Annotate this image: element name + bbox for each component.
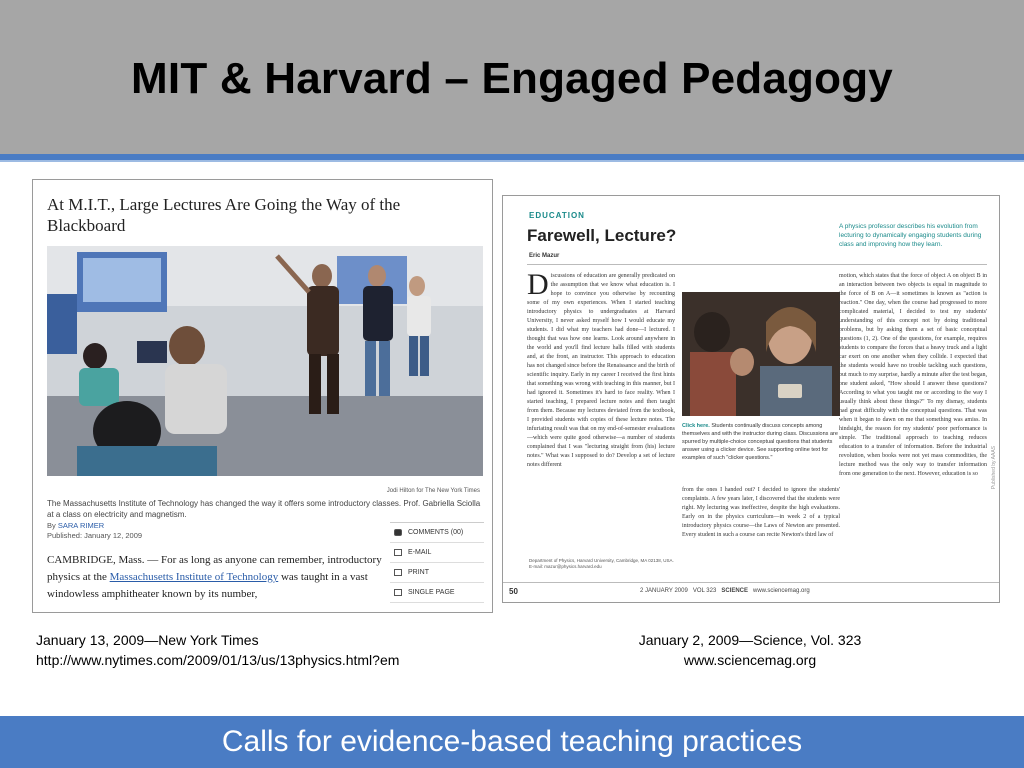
science-column-3: motion, which states that the force of object A on object B in an interaction between two objects is equal in magnitude to the force of B on A—it sometimes is known as "action is reaction." One day, when the course had progressed to more complicated material, I decided to test my students' understanding of this concept not by doing traditional problems, but by asking them a set of basic conceptual questions (1, 2). One of the questions, for example, requires students to compare the forces that a heavy truck and a light car exert on one another when they collide. I expected that the students would have no trouble tackling such questions, but much to my surprise, hardly a minute after the test began, one student asked, "How should I answer these questions? According to what you taught me or according to the way I usually think about these things?" To my dismay, students had great difficulty with the conceptual questions. That was when it began to dawn on me that something was amiss. In hindsight, the reason for my students' poor performance is simple. The traditional approach to teaching reduces education to a transfer of information. Before the industrial revolution, when books were not yet mass commodities, the lecture method was the only way to transfer information from one generation to the next. However, education is so <box>839 273 987 477</box>
single-page-label: SINGLE PAGE <box>408 589 455 596</box>
science-side-note: Published by AAAS <box>991 446 997 490</box>
comments-tool[interactable] <box>390 523 484 543</box>
nyt-source-date: January 13, 2009—New York Times <box>36 632 259 648</box>
title-bar <box>0 0 1024 154</box>
nyt-body-text <box>47 552 387 603</box>
nyt-article-tools <box>390 522 484 603</box>
nyt-photo-credit: Jodi Hilton for The New York Times <box>386 488 480 494</box>
nyt-published-date: Published: January 12, 2009 <box>47 531 143 540</box>
byline-prefix: By <box>47 521 56 530</box>
science-photo-caption <box>682 422 840 462</box>
science-source-date: January 2, 2009—Science, Vol. 323 <box>638 632 862 648</box>
nyt-headline: At M.I.T., Large Lectures Are Going the Way of the Blackboard <box>47 195 401 235</box>
comment-icon <box>394 529 402 536</box>
science-column-1 <box>527 272 675 554</box>
footer-date: 2 JANUARY 2009 <box>640 588 688 594</box>
science-page-number: 50 <box>509 587 518 596</box>
nyt-body-part2: was taught in a vast windowless amphitheater known by its number, <box>47 571 368 600</box>
email-icon <box>394 549 402 556</box>
science-dropcap: D <box>527 272 549 301</box>
science-footer-rule <box>503 582 1000 583</box>
science-author: Eric Mazur <box>529 253 560 259</box>
science-footer <box>640 588 810 594</box>
caption-text: Students continually discuss concepts among themselves and with the instructor during class. Discussions are spurred by multiple-choice conceptual questions that students answer using a clicker device. See supporting online text for examples of such "clicker questions." <box>682 423 838 461</box>
caption-lead: Click here. <box>682 423 710 429</box>
mit-link[interactable]: Massachusetts Institute of Technology <box>109 571 279 583</box>
nyt-body-part1: CAMBRIDGE, Mass. — For as long as anyone can remember, introductory physics at the <box>47 554 382 583</box>
nyt-source-caption <box>36 630 399 670</box>
science-deck: A physics professor describes his evolution from lecturing to dynamically engaging students during class and improving how they learn. <box>839 223 982 248</box>
science-footnote: Department of Physics, Harvard University, Cambridge, MA 02138, USA. E-mail: mazur@physics.harvard.edu <box>529 558 674 569</box>
footer-volume: VOL 323 <box>692 588 717 594</box>
science-students-photo <box>682 292 840 416</box>
students-photo-illustration <box>682 292 840 416</box>
nyt-classroom-photo <box>47 246 483 476</box>
single-page-tool[interactable] <box>390 583 484 603</box>
science-title: Farewell, Lecture? <box>527 226 677 245</box>
bottom-banner <box>0 716 1024 768</box>
science-article-image <box>502 195 1000 603</box>
science-source-url[interactable]: www.sciencemag.org <box>683 652 817 668</box>
banner-text: Calls for evidence-based teaching practices <box>221 725 803 758</box>
single-page-icon <box>394 589 402 596</box>
title-divider-light <box>0 160 1024 162</box>
slide-title: MIT & Harvard – Engaged Pedagogy <box>131 54 893 103</box>
nyt-photo-caption: The Massachusetts Institute of Technology has changed the way it offers some introductory classes. Prof. Gabriella Sciolla at a class on electricity and magnetism. <box>47 499 481 519</box>
nyt-byline <box>47 521 104 530</box>
classroom-photo-illustration <box>47 246 483 476</box>
science-rule <box>527 264 987 265</box>
email-label: E-MAIL <box>408 549 432 556</box>
nyt-article-image <box>32 179 493 613</box>
comments-label: COMMENTS (00) <box>408 529 464 536</box>
science-source-caption <box>590 630 910 670</box>
footer-url: www.sciencemag.org <box>753 588 810 594</box>
print-tool[interactable] <box>390 563 484 583</box>
science-column-1-text: iscussions of education are generally predicated on the assumption that we know what education is. I hope to convince you otherwise by recounting some of my own experiences. When I started teaching introductory physics to undergraduates at Harvard University, I never asked myself how I would educate my students. I did what my teachers had done—I lectured. I thought that was how one learns. Look around anywhere in the world and you'll find lecture halls filled with students and, at the front, an instructor. This approach to education has not changed since before the Renaissance and the birth of scientific inquiry. Early in my career I received the first hints that something was wrong with teaching in this manner, but I had ignored it. Sometimes it's hard to face reality. When I started teaching, I prepared lecture notes and then taught from them. Because my lectures deviated from the textbook, I provided students with copies of these lecture notes. The infuriating result was that on my end-of-semester evaluations—which were quite good otherwise—a number of students complained that I was "lecturing straight from (his) lecture notes." What was I supposed to do? Develop a set of lecture notes different <box>527 273 675 468</box>
footer-journal: SCIENCE <box>721 588 748 594</box>
email-tool[interactable] <box>390 543 484 563</box>
print-label: PRINT <box>408 569 429 576</box>
science-section-label: EDUCATION <box>529 211 585 220</box>
nyt-source-url[interactable]: http://www.nytimes.com/2009/01/13/us/13physics.html?em <box>36 652 400 668</box>
print-icon <box>394 569 402 576</box>
science-column-2: from the ones I handed out? I decided to ignore the students' complaints. A few years later, I discovered that the students were right. My lecturing was ineffective, despite the high evaluations. Early on in the physics curriculum—in week 2 of a typical introductory physics course—the Laws of Newton are presented. Every student in such a course can recite Newton's third law of <box>682 487 840 538</box>
author-link[interactable]: SARA RIMER <box>57 521 105 530</box>
